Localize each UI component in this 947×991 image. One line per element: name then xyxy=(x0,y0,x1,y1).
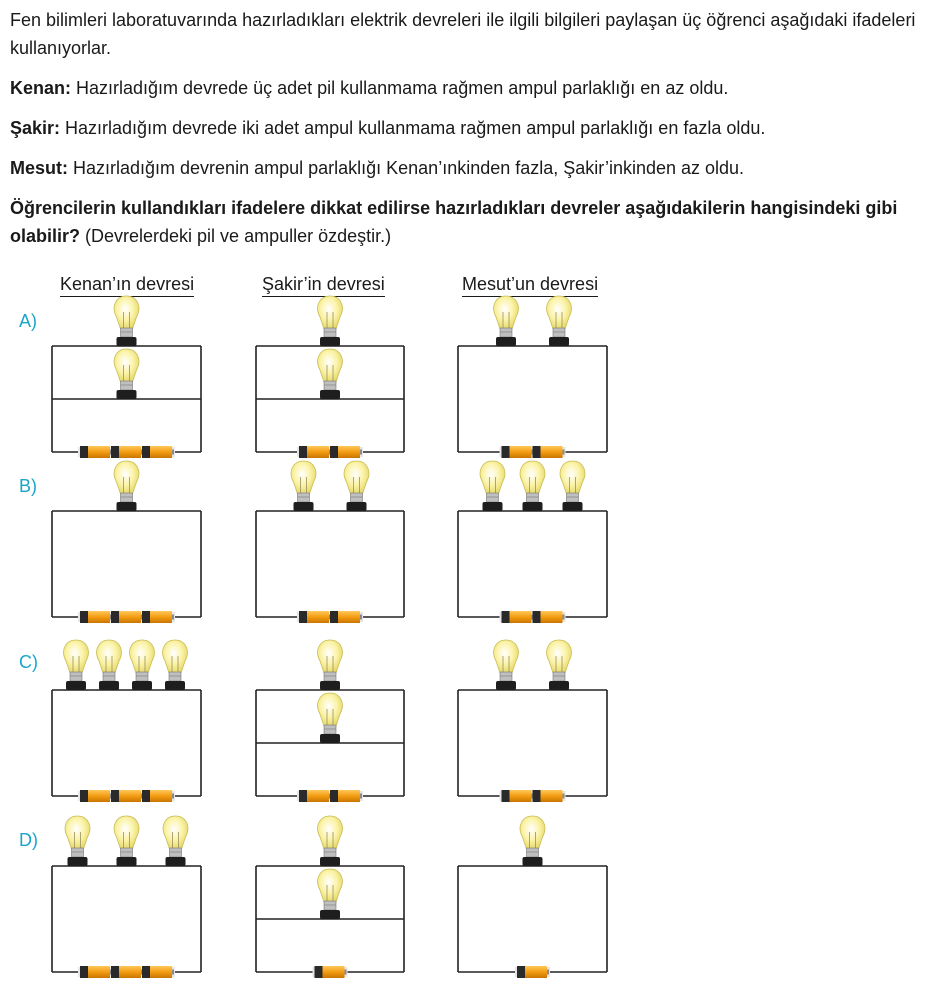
bulb-c-kenan-3 xyxy=(130,640,155,690)
battery-c-kenan xyxy=(78,790,175,802)
bulb-b-sakir-1 xyxy=(291,461,316,511)
bulb-b-sakir-2 xyxy=(344,461,369,511)
battery-a-mesut xyxy=(500,446,566,458)
circuit-d-sakir xyxy=(256,816,404,978)
bulb-a-kenan-2 xyxy=(114,349,139,399)
circuit-c-mesut xyxy=(458,640,607,802)
circuit-b-kenan xyxy=(52,461,201,623)
bulb-a-mesut-1 xyxy=(494,296,519,346)
bulb-a-kenan-1 xyxy=(114,296,139,346)
statement-sakir-text: Hazırladığım devrede iki adet ampul kullanmama rağmen ampul parlaklığı en fazla oldu. xyxy=(60,118,766,138)
question-bold: Öğrencilerin kullandıkları ifadelere dikkat edilirse hazırladıkları devreler aşağıdakilerin hangisindeki gibi olabilir? xyxy=(10,198,898,246)
statement-kenan-text: Hazırladığım devrede üç adet pil kullanmama rağmen ampul parlaklığı en az oldu. xyxy=(71,78,729,98)
bulb-c-mesut-2 xyxy=(547,640,572,690)
bulb-b-mesut-3 xyxy=(560,461,585,511)
battery-a-kenan xyxy=(78,446,175,458)
battery-c-sakir xyxy=(297,790,363,802)
question-note: (Devrelerdeki pil ve ampuller özdeştir.) xyxy=(80,226,392,246)
speaker-kenan: Kenan: xyxy=(10,78,72,98)
bulb-a-sakir-2 xyxy=(318,349,343,399)
circuit-a-sakir xyxy=(256,296,404,458)
bulb-d-mesut-1 xyxy=(520,816,545,866)
option-d-label[interactable]: D) xyxy=(19,830,38,850)
statement-mesut-text: Hazırladığım devrenin ampul parlaklığı Kenan’ınkinden fazla, Şakir’inkinden az oldu. xyxy=(68,158,745,178)
column-header-mesut: Mesut’un devresi xyxy=(462,272,598,297)
circuit-d-kenan xyxy=(52,816,201,978)
bulb-c-sakir-2 xyxy=(318,693,343,743)
bulb-a-sakir-1 xyxy=(318,296,343,346)
bulb-c-mesut-1 xyxy=(494,640,519,690)
battery-d-mesut xyxy=(515,966,550,978)
bulb-c-kenan-2 xyxy=(97,640,122,690)
circuit-d-mesut xyxy=(458,816,607,978)
battery-d-sakir xyxy=(313,966,348,978)
option-b-label[interactable]: B) xyxy=(19,476,37,496)
intro-text: Fen bilimleri laboratuvarında hazırladıkları elektrik devreleri ile ilgili bilgileri paylaşan üç öğrenci aşağıdaki ifadeleri kullanıyorlar. xyxy=(10,10,916,58)
battery-b-sakir xyxy=(297,611,363,623)
bulb-c-sakir-1 xyxy=(318,640,343,690)
bulb-c-kenan-4 xyxy=(163,640,188,690)
battery-a-sakir xyxy=(297,446,363,458)
bulb-b-mesut-1 xyxy=(480,461,505,511)
bulb-d-sakir-1 xyxy=(318,816,343,866)
battery-c-mesut xyxy=(500,790,566,802)
battery-b-kenan xyxy=(78,611,175,623)
speaker-sakir: Şakir: xyxy=(10,118,61,138)
bulb-d-kenan-1 xyxy=(65,816,90,866)
column-header-kenan: Kenan’ın devresi xyxy=(60,272,194,297)
bulb-d-kenan-3 xyxy=(163,816,188,866)
bulb-b-kenan-1 xyxy=(114,461,139,511)
circuit-c-sakir xyxy=(256,640,404,802)
bulb-a-mesut-2 xyxy=(547,296,572,346)
circuit-a-kenan xyxy=(52,296,201,458)
bulb-d-kenan-2 xyxy=(114,816,139,866)
bulb-c-kenan-1 xyxy=(64,640,89,690)
battery-b-mesut xyxy=(500,611,566,623)
bulb-d-sakir-2 xyxy=(318,869,343,919)
option-c-label[interactable]: C) xyxy=(19,652,38,672)
speaker-mesut: Mesut: xyxy=(10,158,68,178)
column-header-sakir: Şakir’in devresi xyxy=(262,272,385,297)
circuit-b-sakir xyxy=(256,461,404,623)
battery-d-kenan xyxy=(78,966,175,978)
option-a-label[interactable]: A) xyxy=(19,311,37,331)
circuit-a-mesut xyxy=(458,296,607,458)
circuit-b-mesut xyxy=(458,461,607,623)
bulb-b-mesut-2 xyxy=(520,461,545,511)
circuit-c-kenan xyxy=(52,640,201,802)
